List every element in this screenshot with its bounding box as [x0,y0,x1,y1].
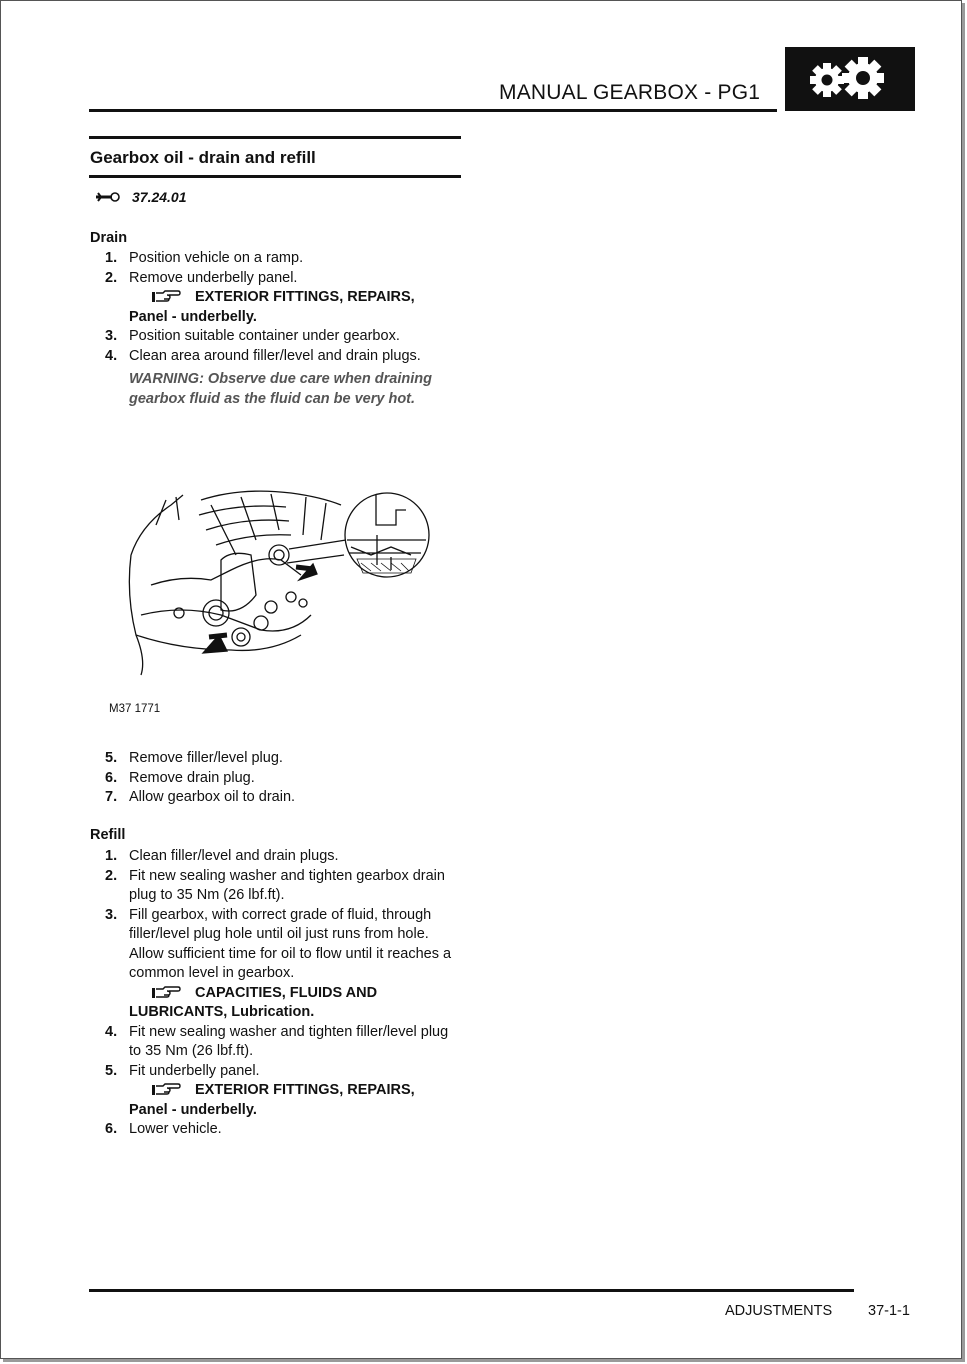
refill-steps [90,847,462,1140]
xref-subtitle: LUBRICANTS, Lubrication. [129,1004,315,1020]
step-number: 2. [105,269,118,286]
xref-title: CAPACITIES, FLUIDS AND [195,984,378,1001]
list-item [90,906,462,1023]
step-text: Remove drain plug. [129,769,255,786]
cross-reference[interactable] [129,984,462,1023]
footer-rule [89,1289,854,1292]
list-item [90,847,462,867]
step-number: 3. [105,906,118,923]
page-header-title: MANUAL GEARBOX - PG1 [499,81,761,104]
drain-heading: Drain [90,230,128,246]
step-number: 5. [105,750,118,766]
drain-steps [90,249,470,366]
step-number: 2. [105,867,118,884]
step-number: 5. [105,1062,118,1079]
cross-reference[interactable] [129,288,470,327]
list-item [90,1120,462,1140]
gearbox-illustration [121,485,441,685]
step-number: 7. [105,789,118,805]
operation-reference [96,189,187,205]
list-item [90,1023,462,1062]
pointing-hand-icon [149,290,183,304]
list-item [90,769,470,789]
list-item [90,749,470,769]
step-number: 4. [105,1023,118,1040]
gears-icon [785,47,915,111]
section-rule-top [89,136,461,139]
list-item [90,347,470,367]
page-number: 37-1-1 [868,1303,910,1319]
wrench-icon [96,191,120,203]
list-item [90,788,470,808]
step-text: Allow gearbox oil to drain. [129,789,296,805]
figure-label: M37 1771 [109,703,161,715]
step-text: Remove underbelly panel. [129,269,298,286]
list-item [90,269,470,328]
operation-code: 37.24.01 [132,189,187,205]
step-text: Position suitable container under gearbox. [129,328,400,344]
header-rule [89,109,777,112]
list-item [90,1062,462,1121]
step-text: Clean filler/level and drain plugs. [129,848,339,864]
step-number: 6. [105,769,118,786]
section-rule-bottom [89,175,461,178]
pointing-hand-icon [149,1083,183,1097]
step-text: Position vehicle on a ramp. [129,250,304,266]
step-text: Remove filler/level plug. [129,750,283,766]
section-title: Gearbox oil - drain and refill [90,148,316,167]
xref-title: EXTERIOR FITTINGS, REPAIRS, [195,289,415,305]
footer-section: ADJUSTMENTS [725,1303,833,1319]
list-item [90,327,470,347]
drain-steps-continued [90,749,470,808]
step-number: 6. [105,1121,118,1137]
step-text: Fit underbelly panel. [129,1062,260,1079]
step-text: Clean area around filler/level and drain plugs. [129,347,421,364]
step-number: 1. [105,848,118,864]
xref-subtitle: Panel - underbelly. [129,308,257,325]
step-number: 3. [105,328,118,344]
step-text: Fill gearbox, with correct grade of fluid, through filler/level plug hole until oil just runs from hole. Allow sufficient time for oil to flow until it reaches a common level in gearbox. [129,906,452,981]
warning-note: WARNING: Observe due care when draining gearbox fluid as the fluid can be very hot. [129,371,432,407]
cross-reference[interactable] [129,1081,462,1120]
list-item [90,867,462,906]
step-text: Lower vehicle. [129,1121,222,1137]
step-text: Fit new sealing washer and tighten filler/level plug to 35 Nm (26 lbf.ft). [129,1023,449,1059]
list-item [90,249,470,269]
refill-heading: Refill [90,827,126,843]
step-number: 4. [105,347,118,364]
xref-title: EXTERIOR FITTINGS, REPAIRS, [195,1082,415,1098]
xref-subtitle: Panel - underbelly. [129,1101,257,1118]
pointing-hand-icon [149,986,183,1000]
step-number: 1. [105,250,118,266]
step-text: Fit new sealing washer and tighten gearbox drain plug to 35 Nm (26 lbf.ft). [129,867,445,903]
